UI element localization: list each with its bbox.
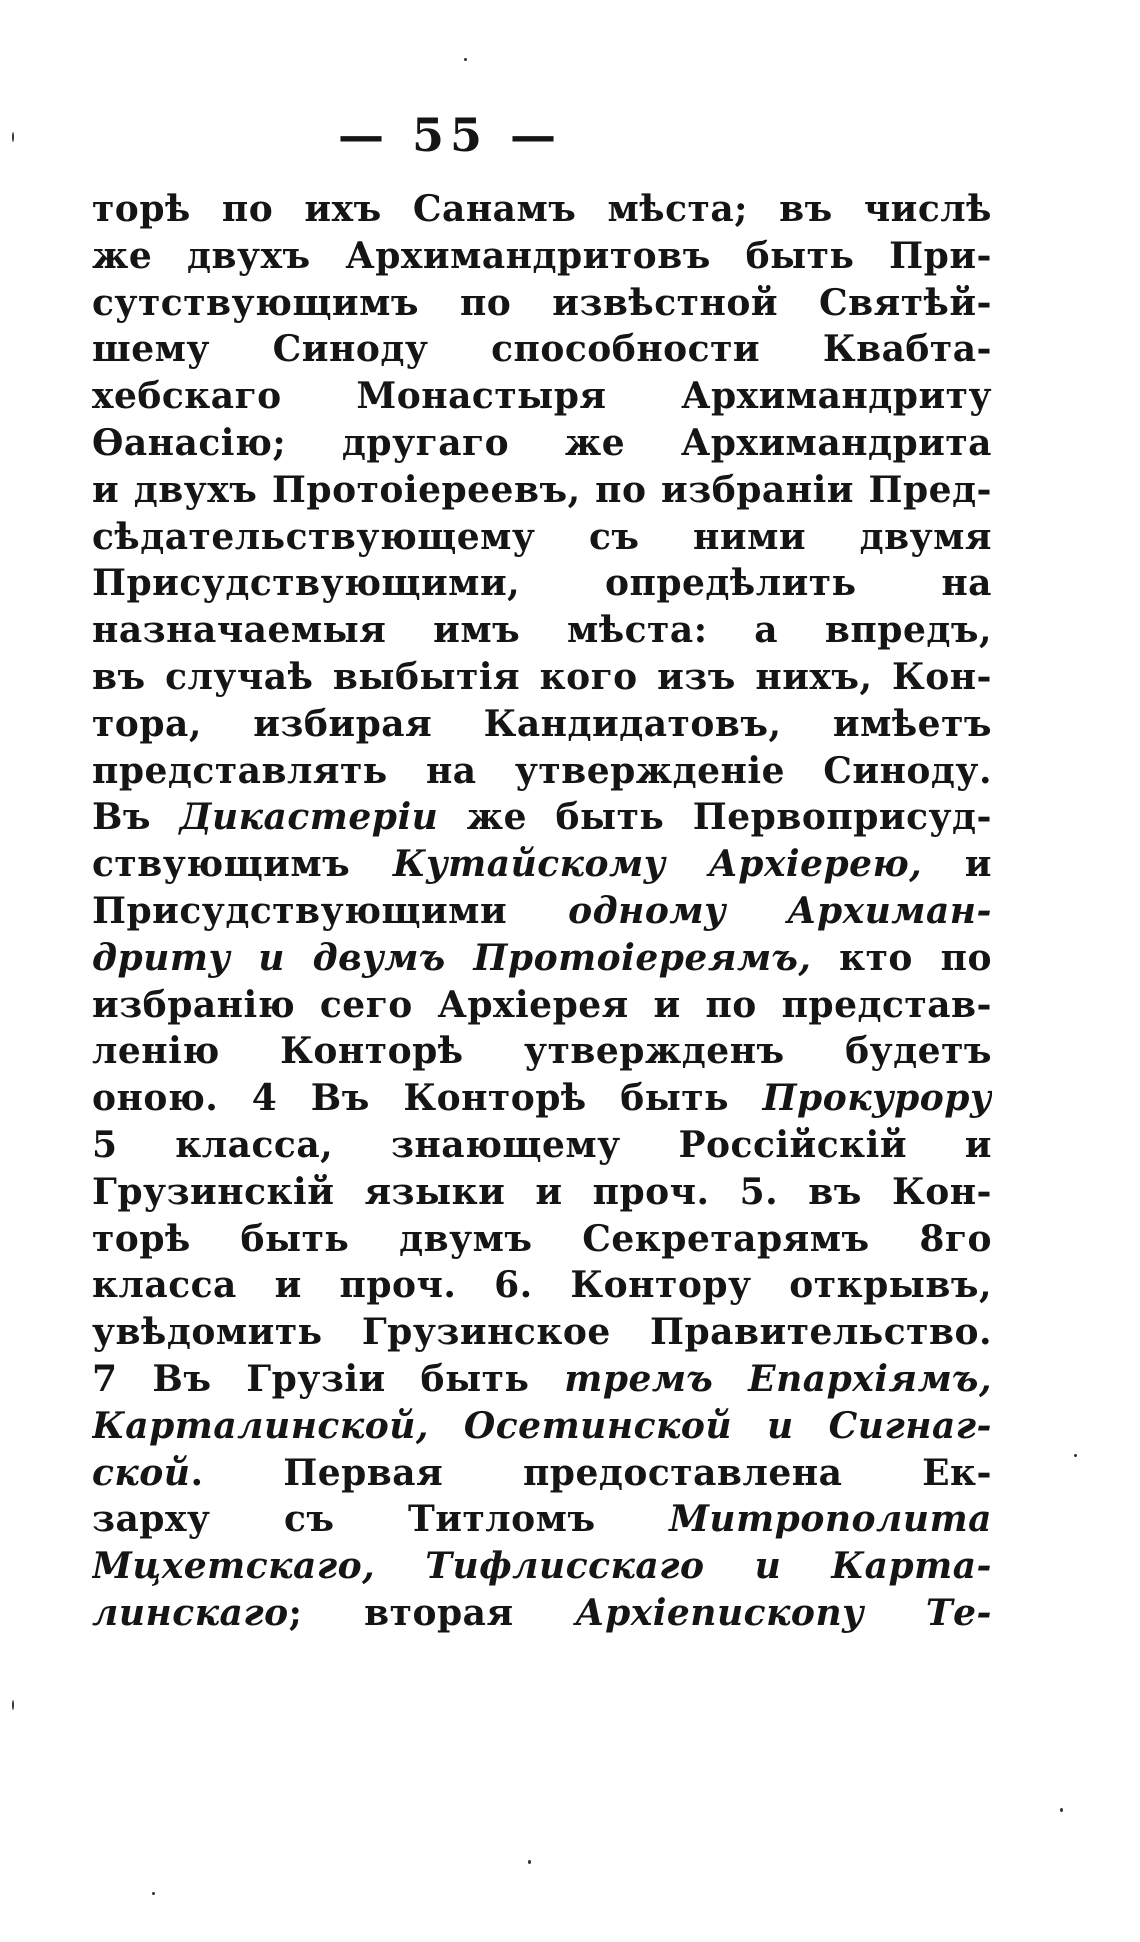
text-segment: избранію сего Архіерея и по представ- (92, 983, 992, 1026)
text-line (92, 888, 992, 935)
text-line (92, 514, 992, 561)
text-segment: сѣдательствующему съ ними двумя (92, 515, 992, 558)
text-line (92, 233, 992, 280)
italic-segment: Прокурору (762, 1077, 992, 1120)
text-segment: . Первая предоставлена Ек- (190, 1451, 992, 1494)
text-segment: торѣ по ихъ Санамъ мѣста; въ числѣ (92, 188, 992, 230)
text-line (92, 1543, 992, 1590)
text-line (92, 1496, 992, 1543)
body-text (92, 186, 992, 1637)
text-line (92, 467, 992, 514)
italic-segment: Дикастеріи (179, 796, 439, 839)
text-segment: 7 Въ Грузіи быть (92, 1357, 565, 1400)
text-segment: ленію Конторѣ утвержденъ будетъ (92, 1030, 992, 1073)
text-line (92, 607, 992, 654)
page-number: — 55 — (337, 108, 563, 162)
text-line (92, 935, 992, 982)
text-segment: сутствующимъ по извѣстной Святѣй- (92, 281, 992, 324)
text-segment: ствующимъ (92, 843, 393, 886)
text-line (92, 794, 992, 841)
text-line (92, 373, 992, 420)
text-line (92, 1450, 992, 1497)
italic-segment: линскаго (92, 1591, 289, 1634)
text-line (92, 1403, 992, 1450)
text-line (92, 841, 992, 888)
text-line (92, 1028, 992, 1075)
italic-segment: Митрополита (669, 1498, 992, 1541)
text-segment: увѣдомить Грузинское Правительство. (92, 1311, 992, 1354)
scan-speck (1074, 1454, 1077, 1457)
text-segment: же двухъ Архимандритовъ быть При- (92, 234, 992, 277)
text-segment: хебскаго Монастыря Архимандриту (92, 375, 992, 418)
scan-speck (12, 132, 14, 142)
text-segment: и двухъ Протоіереевъ, по избраніи Пред- (92, 468, 992, 511)
italic-segment: Карталинской, Осетинской и Сигнаг- (92, 1404, 992, 1447)
text-segment: представлять на утвержденіе Синоду. (92, 749, 992, 792)
text-segment: и (922, 843, 992, 886)
text-segment: Присудствующими, опредѣлить на (92, 562, 992, 605)
text-line (92, 1262, 992, 1309)
text-segment: назначаемыя имъ мѣста: а впредъ, (92, 609, 992, 652)
text-segment: Присудствующими (92, 889, 569, 932)
scan-speck (464, 58, 467, 61)
italic-segment: ской (92, 1451, 191, 1494)
text-segment: кто по (811, 936, 992, 979)
scan-speck (152, 1892, 155, 1895)
text-line (92, 701, 992, 748)
text-segment: зарху съ Титломъ (92, 1498, 670, 1541)
text-segment: же быть Первоприсуд- (438, 796, 992, 839)
text-line (92, 280, 992, 327)
italic-segment: тремъ Епархіямъ, (564, 1357, 992, 1400)
text-line (92, 560, 992, 607)
italic-segment: одному Архиман- (568, 889, 992, 932)
text-segment: ; вторая (288, 1591, 576, 1634)
text-line (92, 1590, 992, 1637)
italic-segment: Архіепископу Те- (575, 1591, 992, 1634)
text-line (92, 1216, 992, 1263)
text-segment: Ѳанасію; другаго же Архимандрита (92, 421, 992, 464)
scan-speck (12, 1700, 14, 1710)
text-line (92, 420, 992, 467)
italic-segment: Кутайскому Архіерею, (392, 843, 923, 886)
text-line (92, 1356, 992, 1403)
text-line (92, 326, 992, 373)
text-segment: Въ (92, 796, 180, 839)
text-line (92, 982, 992, 1029)
text-segment: оною. 4 Въ Конторѣ быть (92, 1077, 763, 1120)
text-segment: въ случаѣ выбытія кого изъ нихъ, Кон- (92, 655, 992, 698)
text-line (92, 1169, 992, 1216)
text-line (92, 748, 992, 795)
text-segment: торѣ быть двумъ Секретарямъ 8го (92, 1217, 992, 1260)
text-line (92, 654, 992, 701)
italic-segment: дриту и двумъ Протоіереямъ, (92, 936, 812, 979)
text-line (92, 1309, 992, 1356)
text-segment: 5 класса, знающему Россійскій и (92, 1123, 992, 1166)
text-line (92, 1075, 992, 1122)
text-segment: класса и проч. 6. Контору открывъ, (92, 1264, 992, 1307)
text-segment: Грузинскій языки и проч. 5. въ Кон- (92, 1170, 992, 1213)
scan-speck (1060, 1808, 1063, 1812)
text-line (92, 1122, 992, 1169)
italic-segment: Мцхетскаго, Тифлисскаго и Карта- (92, 1545, 992, 1588)
text-line (92, 186, 992, 233)
text-segment: шему Синоду способности Квабта- (92, 328, 992, 371)
scan-speck (528, 1860, 531, 1864)
text-segment: тора, избирая Кандидатовъ, имѣетъ (92, 702, 992, 745)
